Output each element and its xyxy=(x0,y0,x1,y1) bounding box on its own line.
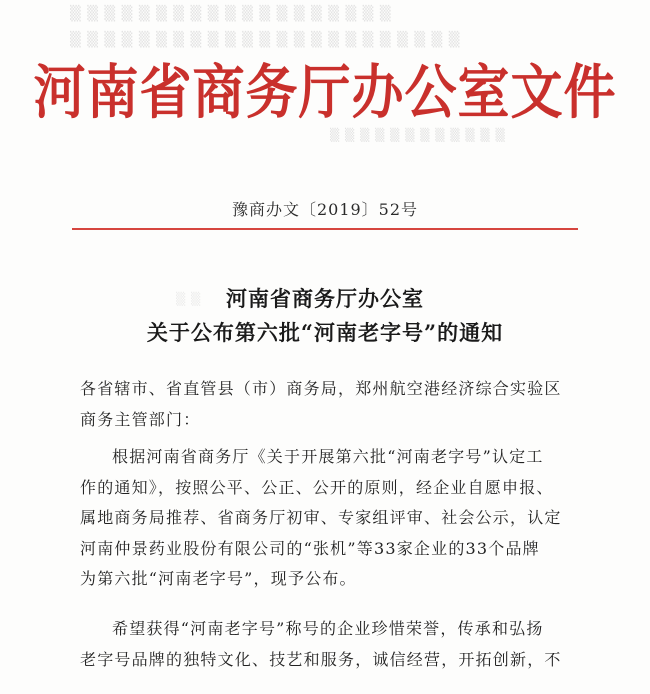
paragraph-1-line: 河南仲景药业股份有限公司的“张机”等33家企业的33个品牌 xyxy=(80,538,540,558)
paragraph-1-line: 为第六批“河南老字号”，现予公布。 xyxy=(80,569,357,588)
paragraph-1-line: 根据河南省商务厅《关于开展第六批“河南老字号”认定工 xyxy=(112,447,544,466)
paragraph-2-line: 老字号品牌的独特文化、技艺和服务，诚信经营，开拓创新，不 xyxy=(80,649,562,669)
show-through-marks: ▒ ▒ ▒ ▒ ▒ ▒ ▒ ▒ ▒ ▒ ▒ ▒ ▒ ▒ ▒ ▒ ▒ ▒ ▒ ▒ ▒ ▒ ▒ xyxy=(70,32,461,48)
addressee-line-2: 商务主管部门： xyxy=(80,409,201,429)
paragraph-1-line: 作的通知》，按照公平、公正、公开的原则，经企业自愿申报、 xyxy=(80,477,554,497)
paragraph-1-line: 属地商务局推荐、省商务厅初审、专家组评审、社会公示，认定 xyxy=(80,508,562,527)
paragraph-2-line: 希望获得“河南老字号”称号的企业珍惜荣誉，传承和弘扬 xyxy=(112,619,544,638)
show-through-marks: ▒ ▒ ▒ ▒ ▒ ▒ ▒ ▒ ▒ ▒ ▒ ▒ ▒ ▒ ▒ ▒ ▒ ▒ ▒ xyxy=(70,6,392,22)
show-through-marks: ▒ ▒ xyxy=(176,292,202,306)
addressee-block xyxy=(80,374,580,435)
paragraph-1 xyxy=(80,442,580,595)
paragraph-2 xyxy=(80,614,580,675)
document-number: 豫商办文〔2019〕52号 xyxy=(231,200,419,219)
document-header-title: 河南省商务厅办公室文件 xyxy=(33,60,617,128)
addressee-line-1: 各省辖市、省直管县（市）商务局，郑州航空港经济综合实验区 xyxy=(80,379,562,398)
show-through-marks: ▒ ▒ ▒ ▒ ▒ ▒ ▒ ▒ ▒ ▒ ▒ ▒ xyxy=(330,128,506,142)
notice-title-line-2: 关于公布第六批“河南老字号”的通知 xyxy=(146,320,504,345)
header-divider xyxy=(72,228,578,230)
notice-title-line-1: 河南省商务厅办公室 xyxy=(226,286,424,311)
